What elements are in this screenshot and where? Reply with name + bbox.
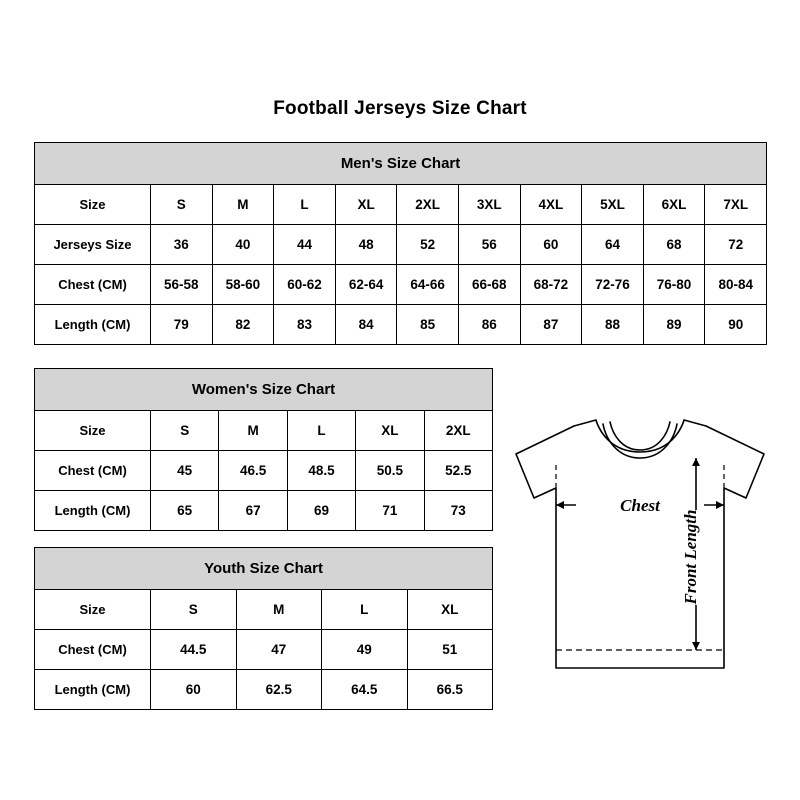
table-cell: L (287, 411, 355, 451)
table-cell: M (219, 411, 287, 451)
row-label: Chest (CM) (35, 451, 151, 491)
table-cell: 67 (219, 491, 287, 531)
table-cell: 3XL (458, 185, 520, 225)
table-cell: 49 (322, 630, 408, 670)
table-row (35, 630, 493, 670)
table-cell: 44 (274, 225, 336, 265)
mens-section-heading: Men's Size Chart (35, 143, 767, 185)
table-cell: 6XL (643, 185, 705, 225)
table-cell: 85 (397, 305, 459, 345)
table-cell: 68 (643, 225, 705, 265)
table-cell: 72-76 (582, 265, 644, 305)
table-cell: 90 (705, 305, 767, 345)
youth-size-table (34, 547, 493, 710)
mens-size-chart (34, 142, 766, 345)
table-cell: 5XL (582, 185, 644, 225)
table-cell: 60 (151, 670, 237, 710)
row-label: Jerseys Size (35, 225, 151, 265)
table-cell: 60 (520, 225, 582, 265)
table-cell: 72 (705, 225, 767, 265)
table-cell: 62-64 (335, 265, 397, 305)
table-cell: 68-72 (520, 265, 582, 305)
front-length-label: Front Length (681, 509, 700, 605)
table-row (35, 305, 767, 345)
table-cell: S (151, 411, 219, 451)
youth-section-heading: Youth Size Chart (35, 548, 493, 590)
table-cell: XL (335, 185, 397, 225)
table-cell: 52.5 (424, 451, 492, 491)
table-section-header-row (35, 548, 493, 590)
table-cell: 45 (151, 451, 219, 491)
table-cell: S (151, 185, 213, 225)
table-row (35, 265, 767, 305)
sleeve-seam-lines (534, 462, 746, 498)
womens-size-table (34, 368, 493, 531)
table-cell: 7XL (705, 185, 767, 225)
row-label: Size (35, 590, 151, 630)
womens-section-heading: Women's Size Chart (35, 369, 493, 411)
table-cell: 79 (151, 305, 213, 345)
table-cell: 86 (458, 305, 520, 345)
table-cell: S (151, 590, 237, 630)
table-cell: 73 (424, 491, 492, 531)
table-cell: M (236, 590, 322, 630)
table-cell: 56-58 (151, 265, 213, 305)
row-label: Size (35, 185, 151, 225)
table-cell: L (322, 590, 408, 630)
table-cell: 71 (356, 491, 424, 531)
table-cell: 50.5 (356, 451, 424, 491)
table-cell: 84 (335, 305, 397, 345)
table-cell: 82 (212, 305, 274, 345)
table-cell: 87 (520, 305, 582, 345)
table-cell: 83 (274, 305, 336, 345)
table-cell: 64-66 (397, 265, 459, 305)
table-cell: 89 (643, 305, 705, 345)
table-cell: M (212, 185, 274, 225)
table-section-header-row (35, 369, 493, 411)
table-section-header-row (35, 143, 767, 185)
shirt-outline-icon (516, 420, 764, 668)
table-cell: 66-68 (458, 265, 520, 305)
table-cell: 44.5 (151, 630, 237, 670)
table-cell: 47 (236, 630, 322, 670)
table-cell: XL (356, 411, 424, 451)
table-cell: 80-84 (705, 265, 767, 305)
table-row (35, 185, 767, 225)
row-label: Chest (CM) (35, 630, 151, 670)
table-row (35, 451, 493, 491)
table-cell: 40 (212, 225, 274, 265)
table-cell: 64.5 (322, 670, 408, 710)
youth-size-chart (34, 547, 492, 710)
table-cell: 48 (335, 225, 397, 265)
table-cell: 4XL (520, 185, 582, 225)
table-cell: 46.5 (219, 451, 287, 491)
table-row (35, 670, 493, 710)
table-cell: XL (407, 590, 493, 630)
table-cell: 64 (582, 225, 644, 265)
table-cell: 48.5 (287, 451, 355, 491)
table-cell: 60-62 (274, 265, 336, 305)
table-cell: 65 (151, 491, 219, 531)
row-label: Length (CM) (35, 305, 151, 345)
table-cell: 62.5 (236, 670, 322, 710)
row-label: Length (CM) (35, 670, 151, 710)
table-cell: 2XL (424, 411, 492, 451)
table-cell: 51 (407, 630, 493, 670)
chest-label: Chest (620, 496, 660, 515)
table-row (35, 590, 493, 630)
tshirt-measurement-diagram (500, 400, 780, 690)
table-cell: 2XL (397, 185, 459, 225)
page-title: Football Jerseys Size Chart (273, 98, 527, 119)
table-cell: 88 (582, 305, 644, 345)
table-cell: 69 (287, 491, 355, 531)
womens-size-chart (34, 368, 492, 531)
table-cell: 36 (151, 225, 213, 265)
table-cell: L (274, 185, 336, 225)
table-row (35, 225, 767, 265)
table-row (35, 411, 493, 451)
table-cell: 76-80 (643, 265, 705, 305)
table-row (35, 491, 493, 531)
table-cell: 66.5 (407, 670, 493, 710)
table-cell: 56 (458, 225, 520, 265)
table-cell: 58-60 (212, 265, 274, 305)
row-label: Length (CM) (35, 491, 151, 531)
row-label: Chest (CM) (35, 265, 151, 305)
mens-size-table (34, 142, 767, 345)
row-label: Size (35, 411, 151, 451)
table-cell: 52 (397, 225, 459, 265)
